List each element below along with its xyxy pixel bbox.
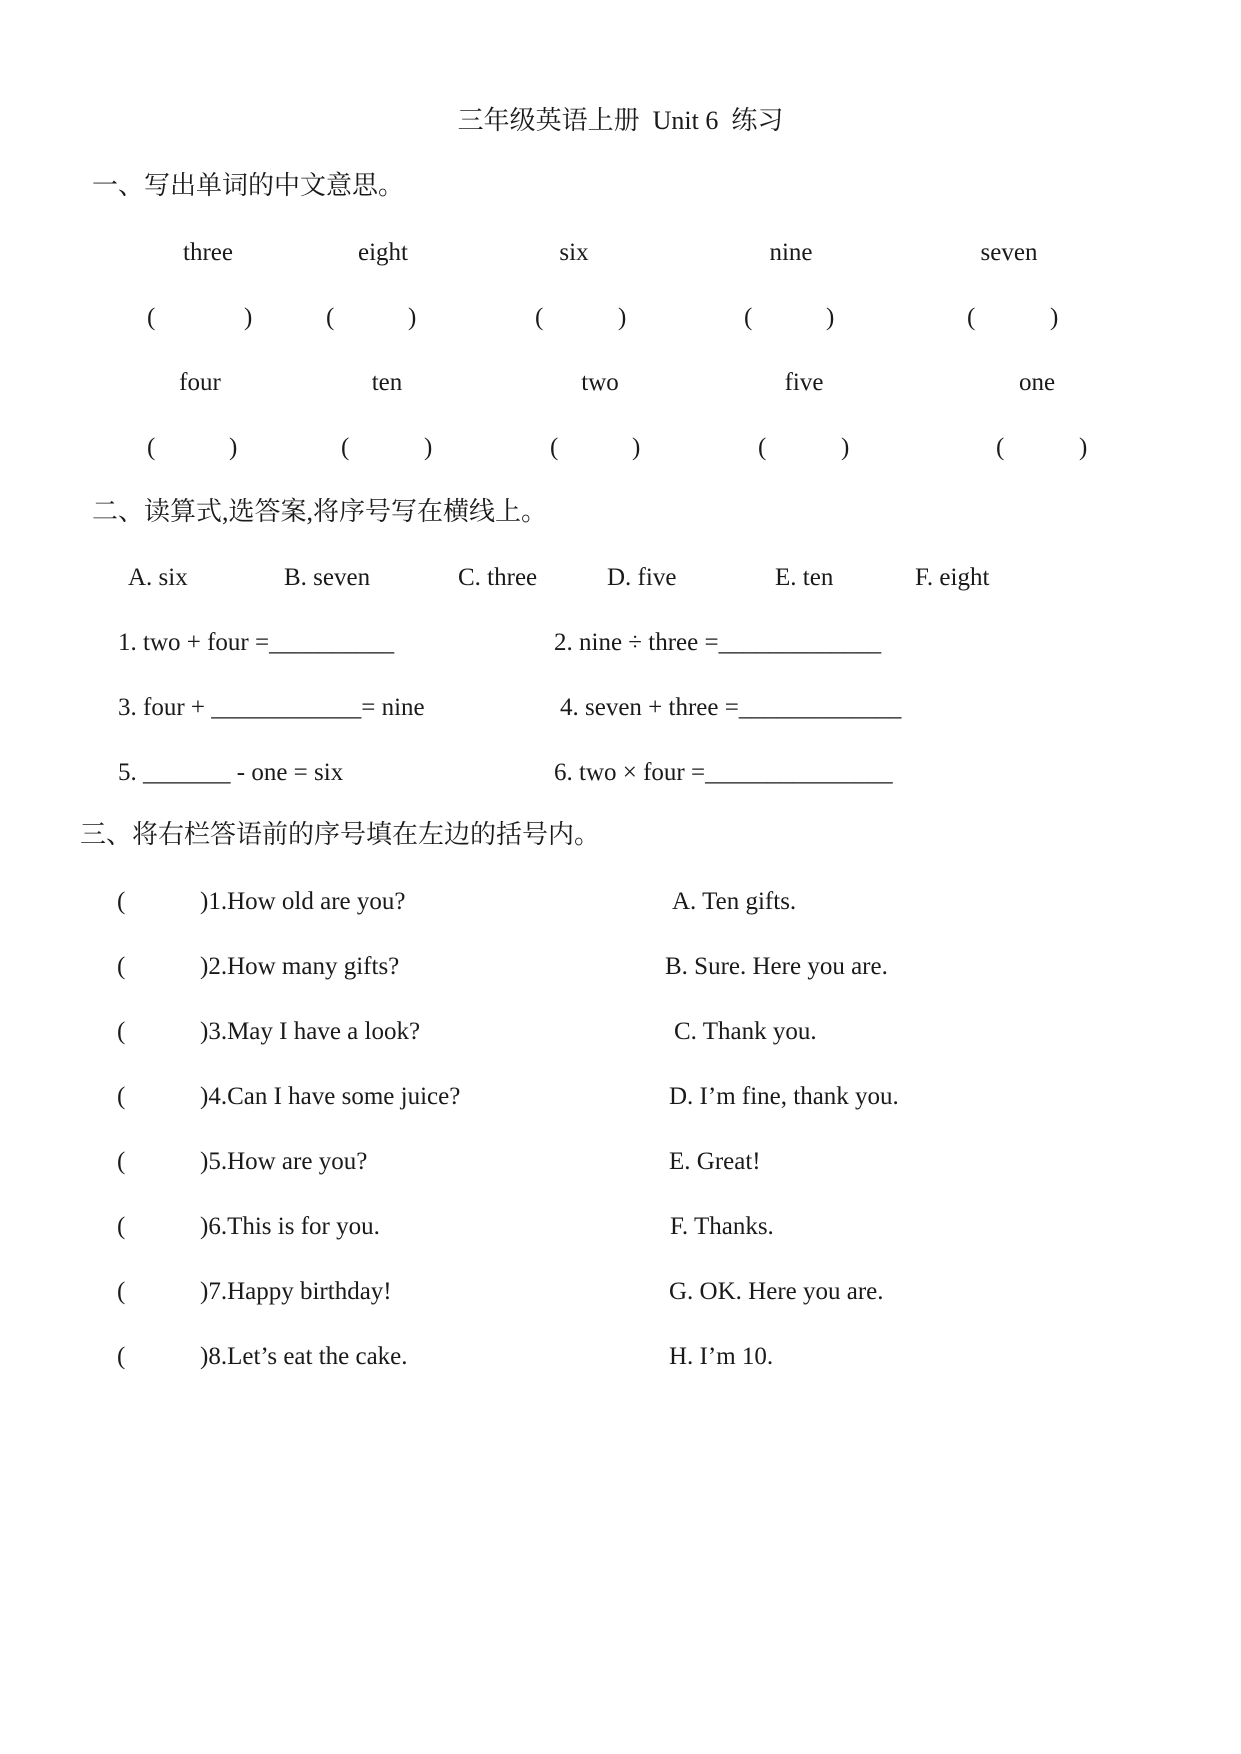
- equation-4[interactable]: 4. seven + three =_____________: [560, 694, 902, 721]
- answer-paren-close: ): [1050, 304, 1059, 331]
- equation-6[interactable]: 6. two × four =_______________: [554, 759, 893, 786]
- question-7: )7.Happy birthday!: [200, 1278, 392, 1305]
- answer-paren-open[interactable]: (: [341, 434, 350, 461]
- word-item: seven: [980, 239, 1038, 266]
- answer-paren-open[interactable]: (: [117, 1343, 126, 1370]
- equation-5[interactable]: 5. _______ - one = six: [118, 759, 344, 786]
- answer-paren-open[interactable]: (: [117, 888, 126, 915]
- equation-1[interactable]: 1. two + four =__________: [118, 629, 395, 656]
- page-title: 三年级英语上册 Unit 6 练习: [457, 106, 784, 135]
- question-4: )4.Can I have some juice?: [200, 1083, 461, 1110]
- answer-paren-open[interactable]: (: [147, 304, 156, 331]
- answer-paren-open[interactable]: (: [117, 1278, 126, 1305]
- answer-paren-open[interactable]: (: [758, 434, 767, 461]
- word-item: three: [183, 239, 233, 266]
- section-1-heading: 一、写出单词的中文意思。: [92, 171, 405, 200]
- option-f: F. eight: [915, 564, 990, 591]
- answer-paren-close: ): [408, 304, 417, 331]
- question-3: )3.May I have a look?: [200, 1018, 421, 1045]
- answer-paren-close: ): [424, 434, 433, 461]
- answer-h: H. I’m 10.: [669, 1343, 774, 1370]
- word-item: four: [179, 369, 221, 396]
- answer-b: B. Sure. Here you are.: [665, 953, 888, 980]
- question-2: )2.How many gifts?: [200, 953, 400, 980]
- word-item: nine: [769, 239, 813, 266]
- answer-paren-open[interactable]: (: [326, 304, 335, 331]
- section-2-heading: 二、读算式,选答案,将序号写在横线上。: [92, 497, 548, 526]
- answer-paren-close: ): [229, 434, 238, 461]
- answer-paren-close: ): [841, 434, 850, 461]
- answer-paren-open[interactable]: (: [117, 953, 126, 980]
- equation-3[interactable]: 3. four + ____________= nine: [118, 694, 425, 721]
- answer-paren-open[interactable]: (: [117, 1213, 126, 1240]
- answer-a: A. Ten gifts.: [672, 888, 797, 915]
- word-item: ten: [371, 369, 403, 396]
- answer-e: E. Great!: [669, 1148, 761, 1175]
- answer-paren-open[interactable]: (: [117, 1018, 126, 1045]
- option-d: D. five: [607, 564, 677, 591]
- answer-paren-open[interactable]: (: [550, 434, 559, 461]
- answer-paren-close: ): [632, 434, 641, 461]
- option-a: A. six: [128, 564, 188, 591]
- word-item: one: [1018, 369, 1056, 396]
- answer-c: C. Thank you.: [674, 1018, 817, 1045]
- answer-paren-close: ): [826, 304, 835, 331]
- answer-f: F. Thanks.: [670, 1213, 774, 1240]
- answer-paren-open[interactable]: (: [147, 434, 156, 461]
- answer-d: D. I’m fine, thank you.: [669, 1083, 899, 1110]
- answer-paren-open[interactable]: (: [996, 434, 1005, 461]
- word-item: six: [559, 239, 589, 266]
- word-item: eight: [358, 239, 408, 266]
- question-8: )8.Let’s eat the cake.: [200, 1343, 408, 1370]
- option-e: E. ten: [775, 564, 834, 591]
- question-6: )6.This is for you.: [200, 1213, 380, 1240]
- answer-paren-close: ): [1079, 434, 1088, 461]
- answer-paren-open[interactable]: (: [967, 304, 976, 331]
- answer-g: G. OK. Here you are.: [669, 1278, 884, 1305]
- answer-paren-open[interactable]: (: [535, 304, 544, 331]
- word-item: five: [784, 369, 824, 396]
- section-3-heading: 三、将右栏答语前的序号填在左边的括号内。: [80, 820, 601, 849]
- answer-paren-close: ): [618, 304, 627, 331]
- option-c: C. three: [458, 564, 538, 591]
- answer-paren-close: ): [244, 304, 253, 331]
- answer-paren-open[interactable]: (: [117, 1148, 126, 1175]
- question-5: )5.How are you?: [200, 1148, 368, 1175]
- answer-paren-open[interactable]: (: [117, 1083, 126, 1110]
- answer-paren-open[interactable]: (: [744, 304, 753, 331]
- option-b: B. seven: [284, 564, 371, 591]
- question-1: )1.How old are you?: [200, 888, 406, 915]
- equation-2[interactable]: 2. nine ÷ three =_____________: [554, 629, 882, 656]
- word-item: two: [581, 369, 619, 396]
